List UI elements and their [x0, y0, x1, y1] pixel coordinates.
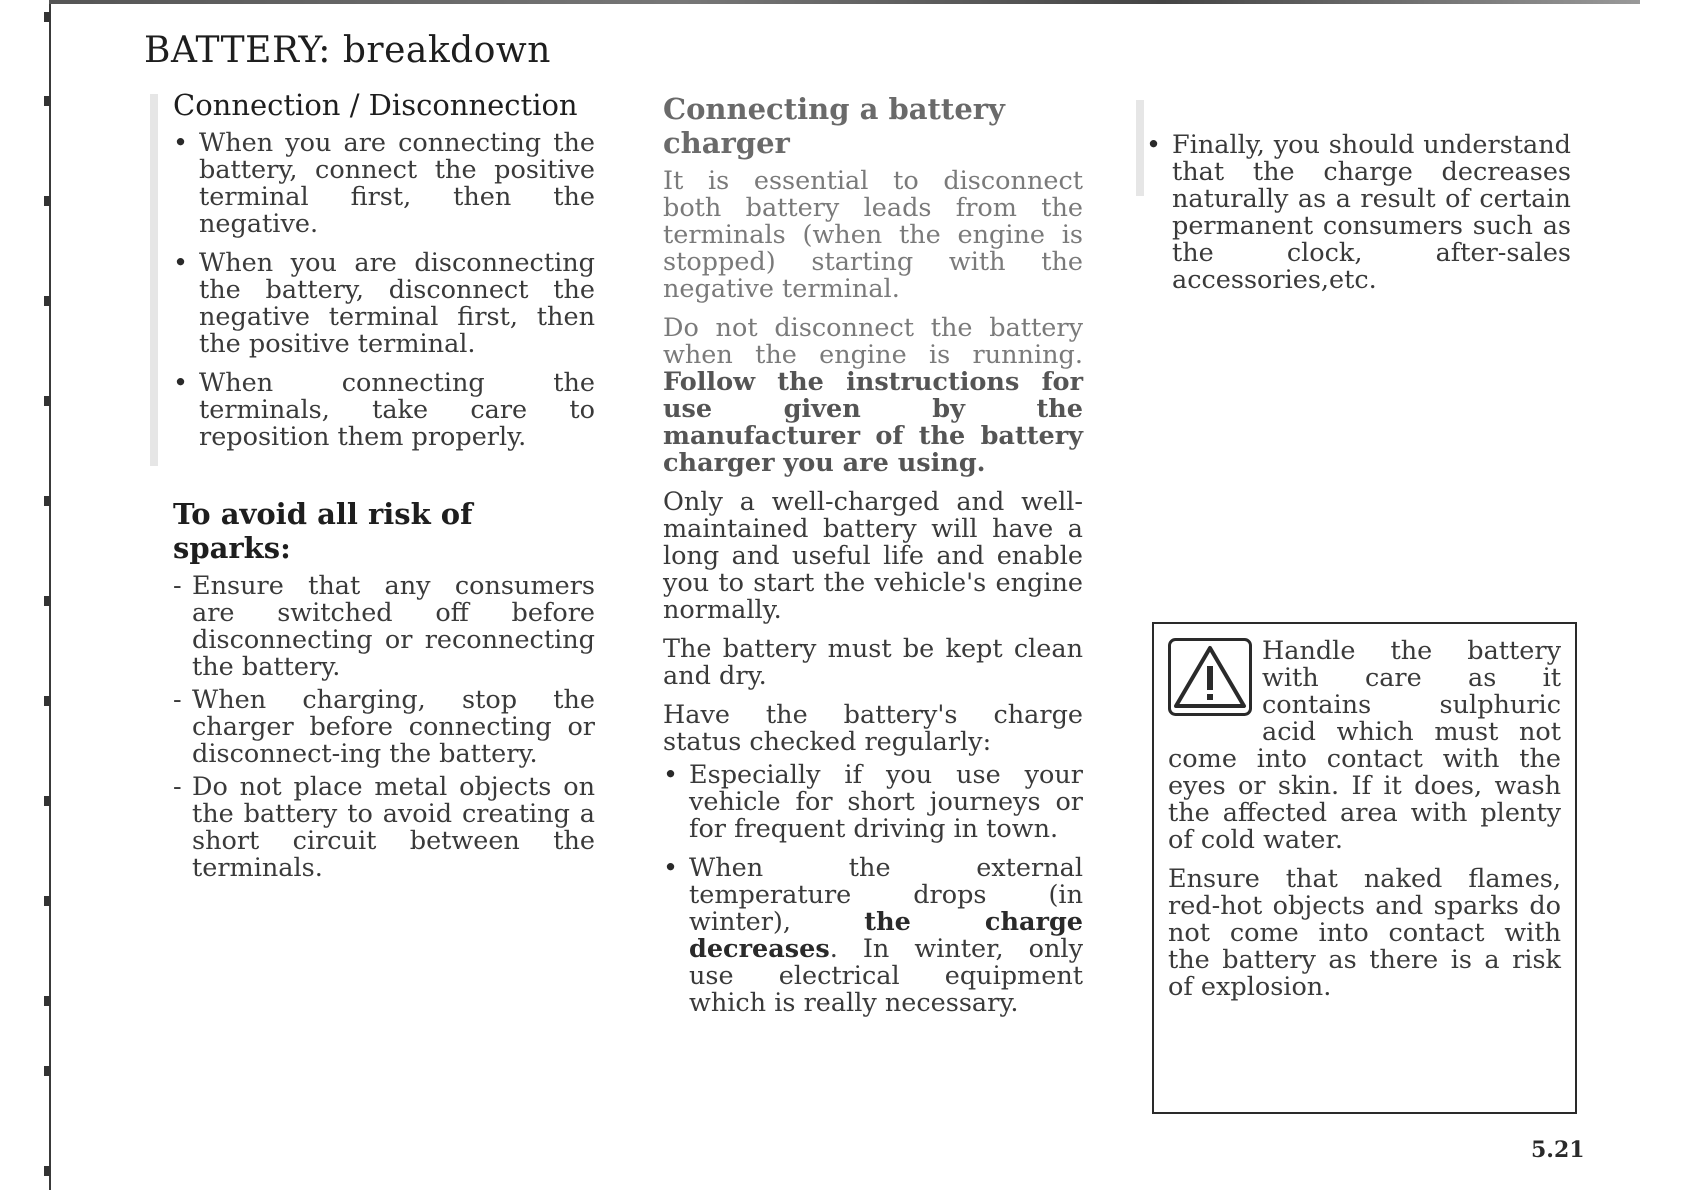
charger-para-2	[663, 315, 1083, 477]
warning-text-2: Ensure that naked flames, red-hot objects and sparks do not come into contact with the battery as there is a risk of explosion.	[1168, 864, 1561, 1002]
list-item: - Do not place metal objects on the battery to avoid creating a short circuit between the terminals.	[173, 774, 595, 882]
warning-triangle-icon	[1168, 638, 1252, 716]
change-bar	[1136, 100, 1144, 196]
bullet-2-end: . In winter, only use electrical equipment which is really necessary.	[689, 934, 1083, 1018]
list-item: • Finally, you should understand that the charge decreases naturally as a result of certain permanent consumers such as the clock, after-sales accessories,etc.	[1146, 132, 1571, 294]
connection-heading: Connection / Disconnection	[173, 88, 578, 122]
margin-tick	[44, 96, 50, 106]
list-item: • When you are connecting the battery, connect the positive terminal first, then the negative.	[173, 130, 595, 238]
margin-tick	[44, 396, 50, 406]
change-bar	[150, 94, 158, 466]
warning-text-1: Handle the battery with care as it contains sulphuric acid which must not come into contact with the eyes or skin. If it does, wash the affected area with plenty of cold water.	[1168, 636, 1561, 855]
list-item	[663, 855, 1083, 1017]
margin-tick	[44, 296, 50, 306]
bullet-2-start: When the external temperature drops (in winter),	[689, 853, 1083, 937]
margin-tick	[44, 596, 50, 606]
margin-tick	[44, 896, 50, 906]
charger-para-3: Only a well-charged and well-maintained battery will have a long and useful life and enable you to start the vehicle's engine normally.	[663, 487, 1083, 625]
para-2-text: Do not disconnect the battery when the engine is running.	[663, 313, 1083, 370]
right-list	[1146, 132, 1571, 294]
charger-heading: Connecting a battery charger	[663, 92, 1005, 160]
margin-tick	[44, 1066, 50, 1076]
list-item: • When you are disconnecting the battery, disconnect the negative terminal first, then the positive terminal.	[173, 250, 595, 358]
charger-para-5: Have the battery's charge status checked regularly:	[663, 700, 1083, 757]
list-item: • When connecting the terminals, take care to reposition them properly.	[173, 370, 595, 451]
charger-para-1: It is essential to disconnect both battery leads from the terminals (when the engine is stopped) starting with the negative terminal.	[663, 166, 1083, 304]
page-title: BATTERY: breakdown	[144, 30, 551, 71]
middle-column	[663, 92, 1083, 1029]
list-item: - Ensure that any consumers are switched off before disconnecting or reconnecting the battery.	[173, 573, 595, 681]
page-number: 5.21	[1531, 1137, 1585, 1163]
charge-status-list	[663, 762, 1083, 1017]
margin-tick	[44, 496, 50, 506]
top-rule	[49, 0, 1640, 4]
margin-tick	[44, 796, 50, 806]
list-item: • Especially if you use your vehicle for short journeys or for frequent driving in town.	[663, 762, 1083, 843]
left-column	[173, 88, 595, 888]
margin-tick	[44, 996, 50, 1006]
right-column	[1146, 132, 1571, 306]
margin-tick	[44, 12, 50, 22]
para-2-bold-text: Follow the instructions for use given by the manufacturer of the battery charger you are using.	[663, 367, 1083, 478]
list-item: - When charging, stop the charger before connecting or disconnect-ing the battery.	[173, 687, 595, 768]
charger-para-4: The battery must be kept clean and dry.	[663, 634, 1083, 691]
connection-list	[173, 130, 595, 451]
margin-tick	[44, 196, 50, 206]
sparks-heading: To avoid all risk of sparks:	[173, 497, 473, 565]
sparks-list	[173, 573, 595, 882]
warning-box	[1152, 622, 1577, 1114]
margin-tick	[44, 696, 50, 706]
margin-tick	[44, 1166, 50, 1176]
bullet-2-bold: the charge decreases	[689, 907, 1083, 964]
